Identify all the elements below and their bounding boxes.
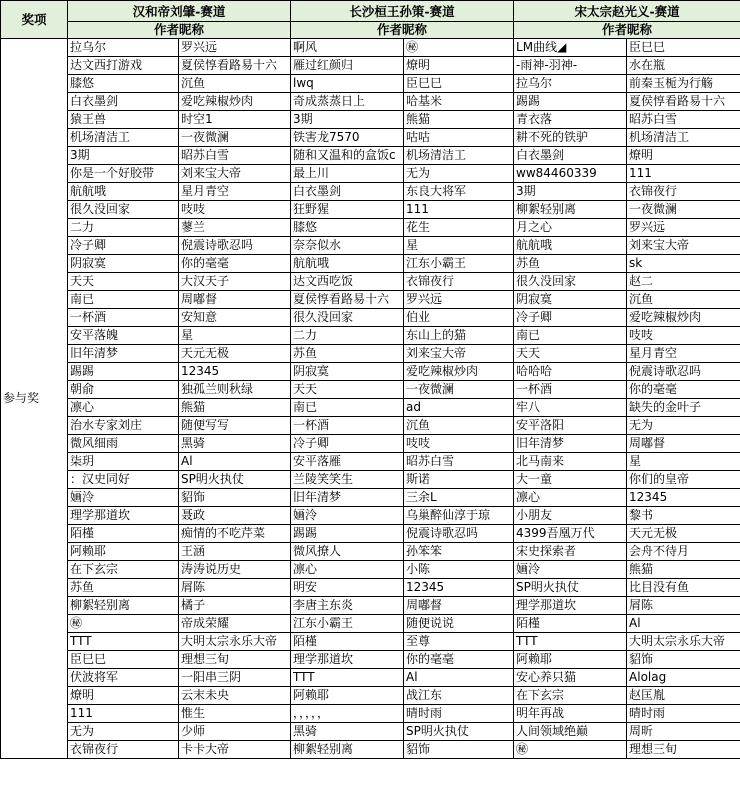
nickname-cell: 阴寂寞 <box>514 291 627 309</box>
nickname-cell: 貂饰 <box>627 651 740 669</box>
nickname-cell: 燎明 <box>627 147 740 165</box>
table-row <box>1 687 740 705</box>
nickname-cell: 晴时雨 <box>404 705 514 723</box>
nickname-cell: 周嘟督 <box>179 291 291 309</box>
nickname-cell: ㊙ <box>404 39 514 57</box>
nickname-cell: 微风撩人 <box>291 543 404 561</box>
nickname-cell: 一杯酒 <box>68 309 179 327</box>
nickname-cell: 柳絮轻别离 <box>291 741 404 759</box>
nickname-cell: 4399吾凰万代 <box>514 525 627 543</box>
nickname-cell: 屑陈 <box>179 579 291 597</box>
nickname-cell: 在下玄宗 <box>68 561 179 579</box>
nickname-cell: 很久没回家 <box>514 273 627 291</box>
nickname-cell: Al <box>404 669 514 687</box>
nickname-cell: 战江东 <box>404 687 514 705</box>
table-row <box>1 93 740 111</box>
nickname-cell: 膝悠 <box>68 75 179 93</box>
nickname-cell: 理想三旬 <box>179 651 291 669</box>
nickname-cell: TTT <box>68 633 179 651</box>
nickname-cell: 旧年清梦 <box>68 345 179 363</box>
race-header-zhao-guangyi: 宋太宗赵光义-赛道 <box>514 1 740 22</box>
nickname-cell: 理学那道坎 <box>291 651 404 669</box>
nickname-cell: SP明火执仗 <box>404 723 514 741</box>
nickname-cell: 机场清洁工 <box>404 147 514 165</box>
nickname-cell: ：汉史同好 <box>68 471 179 489</box>
nickname-cell: 阿赖耶 <box>68 543 179 561</box>
nickname-cell: lwq <box>291 75 404 93</box>
nickname-cell: 随和又温和的盒饭c <box>291 147 404 165</box>
nickname-cell: Al <box>627 615 740 633</box>
table-row <box>1 327 740 345</box>
nickname-cell: 理学那道坎 <box>514 597 627 615</box>
nickname-cell: 昭苏白雪 <box>404 453 514 471</box>
nickname-cell: 小朋友 <box>514 507 627 525</box>
table-row <box>1 201 740 219</box>
nickname-cell: 阿赖耶 <box>291 687 404 705</box>
nickname-cell: 旧年清梦 <box>291 489 404 507</box>
nickname-cell: SP明火执仗 <box>514 579 627 597</box>
race-header-liu-zhao: 汉和帝刘肇-赛道 <box>68 1 291 22</box>
nickname-cell: 冷子卿 <box>291 435 404 453</box>
nickname-cell: 南已 <box>514 327 627 345</box>
nickname-cell: 铁害龙7570 <box>291 129 404 147</box>
nickname-cell: 达文西打游戏 <box>68 57 179 75</box>
nickname-cell: 阿赖耶 <box>514 651 627 669</box>
nickname-cell: 哈基米 <box>404 93 514 111</box>
nickname-cell: 水在瓶 <box>627 57 740 75</box>
nickname-cell: 倪震诗歌忍吗 <box>627 363 740 381</box>
nickname-cell: 李唐主东炎 <box>291 597 404 615</box>
nickname-cell: 月之心 <box>514 219 627 237</box>
nickname-cell: 机场清洁工 <box>627 129 740 147</box>
nickname-cell: 机场清洁工 <box>68 129 179 147</box>
nickname-cell: 明年再战 <box>514 705 627 723</box>
nickname-cell: 奈奈似水 <box>291 237 404 255</box>
table-row <box>1 309 740 327</box>
nickname-cell: Alolag <box>627 669 740 687</box>
nickname-cell: 熊猫 <box>627 561 740 579</box>
table-row <box>1 237 740 255</box>
table-row <box>1 633 740 651</box>
nickname-cell: 孙笨笨 <box>404 543 514 561</box>
nickname-cell: sk <box>627 255 740 273</box>
table-row <box>1 525 740 543</box>
nickname-cell: 哈哈哈 <box>514 363 627 381</box>
award-column-header: 奖项 <box>1 1 68 39</box>
nickname-cell: 晴时雨 <box>627 705 740 723</box>
nickname-cell: 江东小霸王 <box>404 255 514 273</box>
nickname-cell: 凛心 <box>291 561 404 579</box>
nickname-cell: 微风细雨 <box>68 435 179 453</box>
table-row <box>1 471 740 489</box>
nickname-cell: 兰陵笑笑生 <box>291 471 404 489</box>
nickname-cell: 独孤兰则秋绿 <box>179 381 291 399</box>
nickname-cell: 三余L <box>404 489 514 507</box>
nickname-cell: 星 <box>179 327 291 345</box>
nickname-cell: 奇成蒸蒸日上 <box>291 93 404 111</box>
nickname-cell: 燎明 <box>404 57 514 75</box>
nickname-cell: 王涵 <box>179 543 291 561</box>
nickname-cell: 理想三旬 <box>627 741 740 759</box>
nickname-cell: 凛心 <box>68 399 179 417</box>
nickname-cell: 随便说说 <box>404 615 514 633</box>
nickname-cell: 卡卡大帝 <box>179 741 291 759</box>
table-row <box>1 507 740 525</box>
nickname-cell: 你是一个好胶带 <box>68 165 179 183</box>
table-row <box>1 579 740 597</box>
nickname-cell: 周嘟督 <box>627 435 740 453</box>
nickname-cell: 云末未央 <box>179 687 291 705</box>
nickname-cell: 治水专家刘庄 <box>68 417 179 435</box>
nickname-cell: 冷子卿 <box>68 237 179 255</box>
nickname-cell: 吱吱 <box>179 201 291 219</box>
nickname-cell: 人间领域绝巅 <box>514 723 627 741</box>
nickname-cell: 冷子卿 <box>514 309 627 327</box>
nickname-cell: 3期 <box>68 147 179 165</box>
nickname-cell: SP明火执仗 <box>179 471 291 489</box>
nickname-cell: 一阳串三阴 <box>179 669 291 687</box>
nickname-cell: 一杯酒 <box>291 417 404 435</box>
nickname-cell: 天元无极 <box>179 345 291 363</box>
nickname-cell: 黑骑 <box>291 723 404 741</box>
nickname-cell: 至尊 <box>404 633 514 651</box>
table-row <box>1 183 740 201</box>
nickname-cell: Al <box>179 453 291 471</box>
nickname-cell: 星月青空 <box>179 183 291 201</box>
nickname-cell: 白衣墨剑 <box>68 93 179 111</box>
nickname-cell: LM曲线◢ <box>514 39 627 57</box>
nickname-cell: 你们的皇帝 <box>627 471 740 489</box>
nickname-cell: 周昕 <box>627 723 740 741</box>
nickname-cell: 大明太宗永乐大帝 <box>627 633 740 651</box>
nickname-cell: 罗兴远 <box>627 219 740 237</box>
nickname-cell: 星 <box>404 237 514 255</box>
nickname-cell: 天天 <box>514 345 627 363</box>
nickname-cell: 刘来宝大帝 <box>179 165 291 183</box>
nickname-cell: 周嘟督 <box>404 597 514 615</box>
nickname-cell: 你的毫毫 <box>627 381 740 399</box>
table-row <box>1 39 740 57</box>
nickname-cell: 你的毫毫 <box>404 651 514 669</box>
nickname-cell: 雁过红颜归 <box>291 57 404 75</box>
nickname-cell: 蓼兰 <box>179 219 291 237</box>
nickname-cell: 安平洛阳 <box>514 417 627 435</box>
table-row <box>1 453 740 471</box>
nickname-cell: 昭苏白雪 <box>627 111 740 129</box>
nickname-cell: 伏波将军 <box>68 669 179 687</box>
nickname-cell: 乌巢醉仙淳于琼 <box>404 507 514 525</box>
table-row <box>1 381 740 399</box>
nickname-cell: 臣巳巳 <box>68 651 179 669</box>
nickname-cell: 陌槿 <box>514 615 627 633</box>
nickname-cell: 12345 <box>179 363 291 381</box>
nickname-cell: 随便写写 <box>179 417 291 435</box>
nickname-cell: 爱吃辣椒炒肉 <box>404 363 514 381</box>
nickname-cell: 朝俞 <box>68 381 179 399</box>
nickname-cell: 拉乌尔 <box>68 39 179 57</box>
table-row <box>1 147 740 165</box>
nickname-cell: 伯业 <box>404 309 514 327</box>
table-row <box>1 291 740 309</box>
header-row-author <box>1 22 740 39</box>
nickname-cell: 天天 <box>291 381 404 399</box>
table-row <box>1 345 740 363</box>
nickname-cell: 婳泠 <box>68 489 179 507</box>
nickname-cell: 臣巳巳 <box>627 39 740 57</box>
table-body <box>1 39 740 759</box>
table-row <box>1 669 740 687</box>
nickname-cell: 帝成荣耀 <box>179 615 291 633</box>
nickname-cell: 白衣墨剑 <box>291 183 404 201</box>
table-row <box>1 417 740 435</box>
nickname-cell: 臣巳巳 <box>404 75 514 93</box>
nickname-cell: 3期 <box>514 183 627 201</box>
nickname-cell: 大一童 <box>514 471 627 489</box>
nickname-cell: 倪震诗歌忍吗 <box>404 525 514 543</box>
nickname-cell: 阴寂寞 <box>291 363 404 381</box>
author-nickname-header: 作者昵称 <box>514 22 740 39</box>
nickname-cell: 一夜微澜 <box>404 381 514 399</box>
nickname-cell: 达文西吃饭 <box>291 273 404 291</box>
nickname-cell: 沉鱼 <box>179 75 291 93</box>
nickname-cell: 最上川 <box>291 165 404 183</box>
nickname-cell: 膝悠 <box>291 219 404 237</box>
nickname-cell: 比目没有鱼 <box>627 579 740 597</box>
nickname-cell: 天天 <box>68 273 179 291</box>
nickname-cell: 罗兴远 <box>179 39 291 57</box>
nickname-cell: 你的毫毫 <box>179 255 291 273</box>
nickname-cell: 踢踢 <box>68 363 179 381</box>
nickname-cell: 沉鱼 <box>627 291 740 309</box>
table-row <box>1 723 740 741</box>
author-nickname-header: 作者昵称 <box>291 22 514 39</box>
nickname-cell: 陌槿 <box>291 633 404 651</box>
nickname-cell: 缺失的金叶子 <box>627 399 740 417</box>
table-row <box>1 435 740 453</box>
nickname-cell: 安平落雁 <box>291 453 404 471</box>
nickname-cell: 南已 <box>291 399 404 417</box>
nickname-cell: 斯诺 <box>404 471 514 489</box>
nickname-cell: 黎书 <box>627 507 740 525</box>
nickname-cell: 旧年清梦 <box>514 435 627 453</box>
nickname-cell: 昭苏白雪 <box>179 147 291 165</box>
nickname-cell: 爱吃辣椒炒肉 <box>179 93 291 111</box>
nickname-cell: 南已 <box>68 291 179 309</box>
nickname-cell: 牢八 <box>514 399 627 417</box>
nickname-cell: ，，，，， <box>291 705 404 723</box>
nickname-cell: 东山上的猫 <box>404 327 514 345</box>
nickname-cell: 二力 <box>291 327 404 345</box>
nickname-cell: 刘来宝大帝 <box>627 237 740 255</box>
table-row <box>1 57 740 75</box>
nickname-cell: 江东小霸王 <box>291 615 404 633</box>
nickname-cell: 天元无极 <box>627 525 740 543</box>
nickname-cell: ww84460339 <box>514 165 627 183</box>
nickname-cell: 婳泠 <box>514 561 627 579</box>
nickname-cell: 拉乌尔 <box>514 75 627 93</box>
nickname-cell: 踢踢 <box>514 93 627 111</box>
nickname-cell: 赵匡胤 <box>627 687 740 705</box>
nickname-cell: 耕不死的铁驴 <box>514 129 627 147</box>
table-row <box>1 615 740 633</box>
nickname-cell: 衣锦夜行 <box>68 741 179 759</box>
nickname-cell: 3期 <box>291 111 404 129</box>
nickname-cell: 苏鱼 <box>291 345 404 363</box>
nickname-cell: 黑骑 <box>179 435 291 453</box>
table-row <box>1 543 740 561</box>
nickname-cell: 咕咕 <box>404 129 514 147</box>
nickname-cell: 白衣墨剑 <box>514 147 627 165</box>
nickname-cell: 12345 <box>627 489 740 507</box>
nickname-cell: 狂野猩 <box>291 201 404 219</box>
nickname-cell: 航航哦 <box>68 183 179 201</box>
nickname-cell: 111 <box>627 165 740 183</box>
nickname-cell: ㊙ <box>68 615 179 633</box>
nickname-cell: 吱吱 <box>627 327 740 345</box>
nickname-cell: ㊙ <box>514 741 627 759</box>
nickname-cell: TTT <box>291 669 404 687</box>
nickname-cell: 111 <box>404 201 514 219</box>
nickname-cell: 柒玥 <box>68 453 179 471</box>
nickname-cell: 赵二 <box>627 273 740 291</box>
nickname-cell: 宋史探索者 <box>514 543 627 561</box>
nickname-cell: 夏侯惇看路易十六 <box>627 93 740 111</box>
nickname-cell: 111 <box>68 705 179 723</box>
nickname-cell: 二力 <box>68 219 179 237</box>
table-row <box>1 489 740 507</box>
nickname-cell: 夏侯惇看路易十六 <box>179 57 291 75</box>
nickname-cell: 柳絮轻别离 <box>68 597 179 615</box>
nickname-cell: 凛心 <box>514 489 627 507</box>
nickname-cell: 在下玄宗 <box>514 687 627 705</box>
table-row <box>1 273 740 291</box>
nickname-cell: TTT <box>514 633 627 651</box>
award-name-cell: 参与奖 <box>1 39 68 759</box>
nickname-cell: 明安 <box>291 579 404 597</box>
table-row <box>1 255 740 273</box>
table-row <box>1 219 740 237</box>
nickname-cell: 吱吱 <box>404 435 514 453</box>
nickname-cell: 刘来宝大帝 <box>404 345 514 363</box>
nickname-cell: 聂政 <box>179 507 291 525</box>
nickname-cell: 理学那道坎 <box>68 507 179 525</box>
table-row <box>1 561 740 579</box>
nickname-cell: 无为 <box>68 723 179 741</box>
nickname-cell: 貂饰 <box>179 489 291 507</box>
nickname-cell: 陌槿 <box>68 525 179 543</box>
nickname-cell: 啊风 <box>291 39 404 57</box>
nickname-cell: 东良大将军 <box>404 183 514 201</box>
nickname-cell: 爱吃辣椒炒肉 <box>627 309 740 327</box>
nickname-cell: 夏侯惇看路易十六 <box>291 291 404 309</box>
table-row <box>1 75 740 93</box>
nickname-cell: 很久没回家 <box>291 309 404 327</box>
nickname-cell: 燎明 <box>68 687 179 705</box>
nickname-cell: 熊猫 <box>404 111 514 129</box>
nickname-cell: ad <box>404 399 514 417</box>
nickname-cell: 小陈 <box>404 561 514 579</box>
nickname-cell: 安知意 <box>179 309 291 327</box>
nickname-cell: 星月青空 <box>627 345 740 363</box>
nickname-cell: 少师 <box>179 723 291 741</box>
nickname-cell: 时空1 <box>179 111 291 129</box>
nickname-cell: 安心养只猫 <box>514 669 627 687</box>
table-row <box>1 741 740 759</box>
author-nickname-header: 作者昵称 <box>68 22 291 39</box>
nickname-cell: 柳絮轻别离 <box>514 201 627 219</box>
nickname-cell: 航航哦 <box>514 237 627 255</box>
nickname-cell: 一杯酒 <box>514 381 627 399</box>
nickname-cell: 一夜微澜 <box>627 201 740 219</box>
nickname-cell: 一夜微澜 <box>179 129 291 147</box>
nickname-cell: 衣锦夜行 <box>404 273 514 291</box>
table-row <box>1 399 740 417</box>
table-row <box>1 597 740 615</box>
nickname-cell: 婳泠 <box>291 507 404 525</box>
nickname-cell: 航航哦 <box>291 255 404 273</box>
nickname-cell: 大汉天子 <box>179 273 291 291</box>
table-row <box>1 129 740 147</box>
nickname-cell: 踢踢 <box>291 525 404 543</box>
nickname-cell: 沉鱼 <box>404 417 514 435</box>
nickname-cell: 无为 <box>627 417 740 435</box>
nickname-cell: 貂饰 <box>404 741 514 759</box>
nickname-cell: 橘子 <box>179 597 291 615</box>
race-header-sun-ce: 长沙桓王孙策-赛道 <box>291 1 514 22</box>
table-row <box>1 111 740 129</box>
nickname-cell: -雨神-羽神- <box>514 57 627 75</box>
nickname-cell: 痴情的不吃芹菜 <box>179 525 291 543</box>
table-row <box>1 363 740 381</box>
nickname-cell: 前秦玉栀为行觞 <box>627 75 740 93</box>
nickname-cell: 大明太宗永乐大帝 <box>179 633 291 651</box>
header-row-race <box>1 1 740 22</box>
nickname-cell: 苏鱼 <box>514 255 627 273</box>
nickname-cell: 北马南来 <box>514 453 627 471</box>
nickname-cell: 罗兴远 <box>404 291 514 309</box>
nickname-cell: 苏鱼 <box>68 579 179 597</box>
nickname-cell: 阴寂寞 <box>68 255 179 273</box>
nickname-cell: 青衣落 <box>514 111 627 129</box>
nickname-cell: 12345 <box>404 579 514 597</box>
nickname-cell: 猿王兽 <box>68 111 179 129</box>
table-row <box>1 651 740 669</box>
nickname-cell: 星 <box>627 453 740 471</box>
table-row <box>1 705 740 723</box>
nickname-cell: 无为 <box>404 165 514 183</box>
nickname-cell: 会舟不待月 <box>627 543 740 561</box>
nickname-cell: 涛涛说历史 <box>179 561 291 579</box>
nickname-cell: 花生 <box>404 219 514 237</box>
nickname-cell: 屑陈 <box>627 597 740 615</box>
nickname-cell: 衣锦夜行 <box>627 183 740 201</box>
nickname-cell: 熊猫 <box>179 399 291 417</box>
table-row <box>1 165 740 183</box>
nickname-cell: 倪震诗歌忍吗 <box>179 237 291 255</box>
nickname-cell: 安平落魄 <box>68 327 179 345</box>
nickname-cell: 很久没回家 <box>68 201 179 219</box>
nickname-cell: 惟生 <box>179 705 291 723</box>
